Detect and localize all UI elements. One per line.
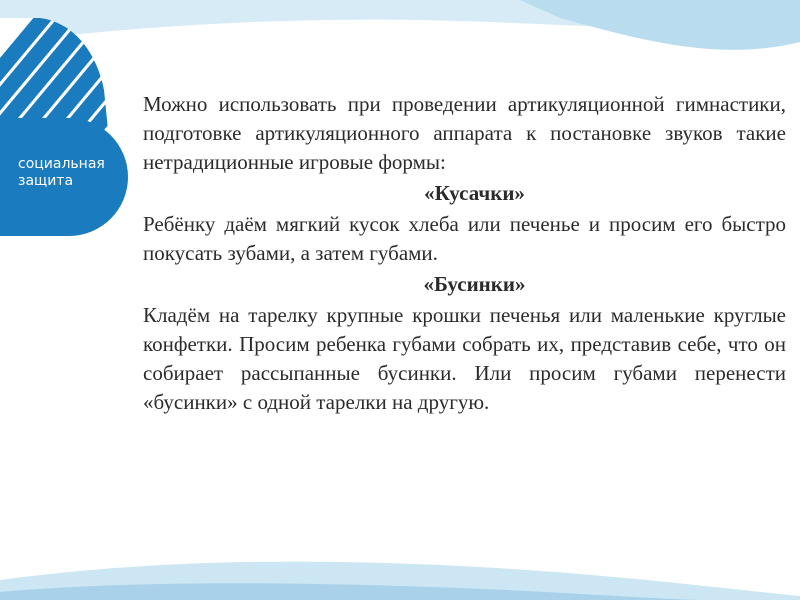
logo-line-2: защита	[18, 173, 74, 189]
game-text-businki: Кладём на тарелку крупные крошки печенья или маленькие круглые конфетки. Просим ребенка губами собрать их, представив себе, что он собирает рассыпанные бусинки. Или просим губами перенести «бусинки» с одной тарелки на другую.	[143, 303, 786, 414]
game-text-kusachki: Ребёнку даём мягкий кусок хлеба или печенье и просим его быстро покусать зубами, а затем губами.	[143, 212, 786, 265]
game-title-kusachki: «Кусачки»	[424, 181, 525, 205]
logo-line-1: социальная	[18, 156, 105, 172]
game-title-businki: «Бусинки»	[423, 272, 526, 296]
intro-paragraph: Можно использовать при проведении артикуляционной гимнастики, подготовке артикуляционного аппарата к постановке звуков такие нетрадиционные игровые формы:	[143, 92, 786, 174]
content	[143, 90, 786, 417]
logo-text	[18, 156, 124, 190]
